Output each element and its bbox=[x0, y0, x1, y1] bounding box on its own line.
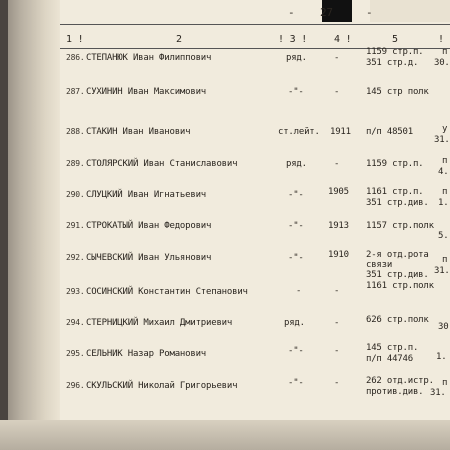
row-number: 293. bbox=[66, 287, 85, 296]
birth-year: 1911 bbox=[330, 127, 351, 137]
row-number: 290. bbox=[66, 190, 85, 199]
unit-line-2: п/п 44746 bbox=[366, 354, 413, 364]
person-name: СТАКИН Иван Иванович bbox=[86, 127, 191, 137]
unit-line-2: против.див. bbox=[366, 387, 424, 397]
rank: -"- bbox=[288, 221, 304, 231]
row-number: 291. bbox=[66, 221, 85, 230]
unit-line-2: 351 стр.див. bbox=[366, 198, 429, 208]
scan-light-patch bbox=[370, 0, 450, 22]
edge-text-2: 1. bbox=[438, 198, 449, 208]
unit-line-3: 351 стр.див. bbox=[366, 270, 429, 280]
row-number: 295. bbox=[66, 349, 85, 358]
rank: -"- bbox=[288, 87, 304, 97]
row-number: 288. bbox=[66, 127, 85, 136]
person-name: СТРОКАТЫЙ Иван Федорович bbox=[86, 221, 212, 231]
edge-text-2: 31. bbox=[434, 266, 450, 276]
unit-line-1: 1159 стр.п. bbox=[366, 159, 424, 169]
edge-text-1: п bbox=[442, 187, 448, 197]
birth-year: - bbox=[334, 286, 340, 296]
row-number: 287. bbox=[66, 87, 85, 96]
unit-line-1: 626 стр.полк bbox=[366, 315, 429, 325]
birth-year: - bbox=[334, 159, 340, 169]
birth-year: 1913 bbox=[328, 221, 349, 231]
edge-text-1: п bbox=[442, 47, 448, 57]
edge-text-1: у bbox=[442, 124, 448, 134]
birth-year: - bbox=[334, 378, 340, 388]
edge-text-2: 4. bbox=[438, 167, 449, 177]
page-number: 27 bbox=[320, 6, 333, 19]
unit-line-1: 1159 стр.п. bbox=[366, 47, 424, 57]
edge-text-1: п bbox=[442, 156, 448, 166]
person-name: СЕЛЬНИК Назар Романович bbox=[86, 349, 207, 359]
person-name: СКУЛЬСКИЙ Николай Григорьевич bbox=[86, 381, 238, 391]
edge-text-2: 31. bbox=[430, 388, 446, 398]
edge-text-2: 1. bbox=[436, 352, 447, 362]
birth-year: - bbox=[334, 346, 340, 356]
edge-text-1: п bbox=[442, 255, 448, 265]
header-col-3: ! 3 ! bbox=[278, 34, 308, 45]
unit-line-2: связи bbox=[366, 260, 393, 270]
rank: - bbox=[296, 286, 302, 296]
header-col-5: 5 bbox=[392, 34, 398, 45]
binding-shadow bbox=[0, 0, 8, 450]
rank: -"- bbox=[288, 378, 304, 388]
rank: ряд. bbox=[286, 159, 307, 169]
person-name: СУХИНИН Иван Максимович bbox=[86, 87, 207, 97]
birth-year: - bbox=[334, 318, 340, 328]
rank: -"- bbox=[288, 190, 304, 200]
edge-text-1: п bbox=[442, 378, 448, 388]
page-mark-right: - bbox=[366, 6, 373, 19]
unit-line-1: 1161 стр.полк bbox=[366, 281, 434, 291]
page-binding bbox=[0, 0, 60, 450]
page-mark-left: - bbox=[288, 6, 295, 19]
person-name: СТЕПАНЮК Иван Филиппович bbox=[86, 53, 212, 63]
header-col-1: 1 ! bbox=[66, 34, 84, 45]
row-number: 289. bbox=[66, 159, 85, 168]
unit-line-1: 262 отд.истр. bbox=[366, 376, 434, 386]
row-number: 294. bbox=[66, 318, 85, 327]
unit-line-2: 351 стр.д. bbox=[366, 58, 419, 68]
edge-text-2: 30. bbox=[434, 58, 450, 68]
unit-line-1: 1157 стр.полк bbox=[366, 221, 434, 231]
person-name: СЛУЦКИЙ Иван Игнатьевич bbox=[86, 190, 207, 200]
birth-year: 1910 bbox=[328, 250, 349, 260]
unit-line-1: 145 стр полк bbox=[366, 87, 429, 97]
unit-line-1: 145 стр.п. bbox=[366, 343, 419, 353]
unit-line-1: 2-я отд.рота bbox=[366, 250, 429, 260]
header-col-6: ! bbox=[438, 34, 444, 45]
row-number: 296. bbox=[66, 381, 85, 390]
row-number: 286. bbox=[66, 53, 85, 62]
header-col-4: 4 ! bbox=[334, 34, 352, 45]
page-bottom-edge bbox=[0, 420, 450, 450]
edge-text-2: 31. bbox=[434, 135, 450, 145]
edge-text-2: 5. bbox=[438, 231, 449, 241]
table-top-rule bbox=[60, 24, 450, 25]
unit-line-1: п/п 48501 bbox=[366, 127, 413, 137]
person-name: СОСИНСКИЙ Константин Степанович bbox=[86, 287, 248, 297]
edge-text-2: 30 bbox=[438, 322, 449, 332]
rank: -"- bbox=[288, 346, 304, 356]
birth-year: 1905 bbox=[328, 187, 349, 197]
rank: ряд. bbox=[286, 53, 307, 63]
row-number: 292. bbox=[66, 253, 85, 262]
rank: ст.лейт. bbox=[278, 127, 320, 137]
rank: ряд. bbox=[284, 318, 305, 328]
birth-year: - bbox=[334, 87, 340, 97]
rank: -"- bbox=[288, 253, 304, 263]
person-name: СЫЧЕВСКИЙ Иван Ульянович bbox=[86, 253, 212, 263]
person-name: СТЕРНИЦКИЙ Михаил Дмитриевич bbox=[86, 318, 233, 328]
birth-year: - bbox=[334, 53, 340, 63]
person-name: СТОЛЯРСКИЙ Иван Станиславович bbox=[86, 159, 238, 169]
unit-line-1: 1161 стр.п. bbox=[366, 187, 424, 197]
header-col-2: 2 bbox=[176, 34, 182, 45]
